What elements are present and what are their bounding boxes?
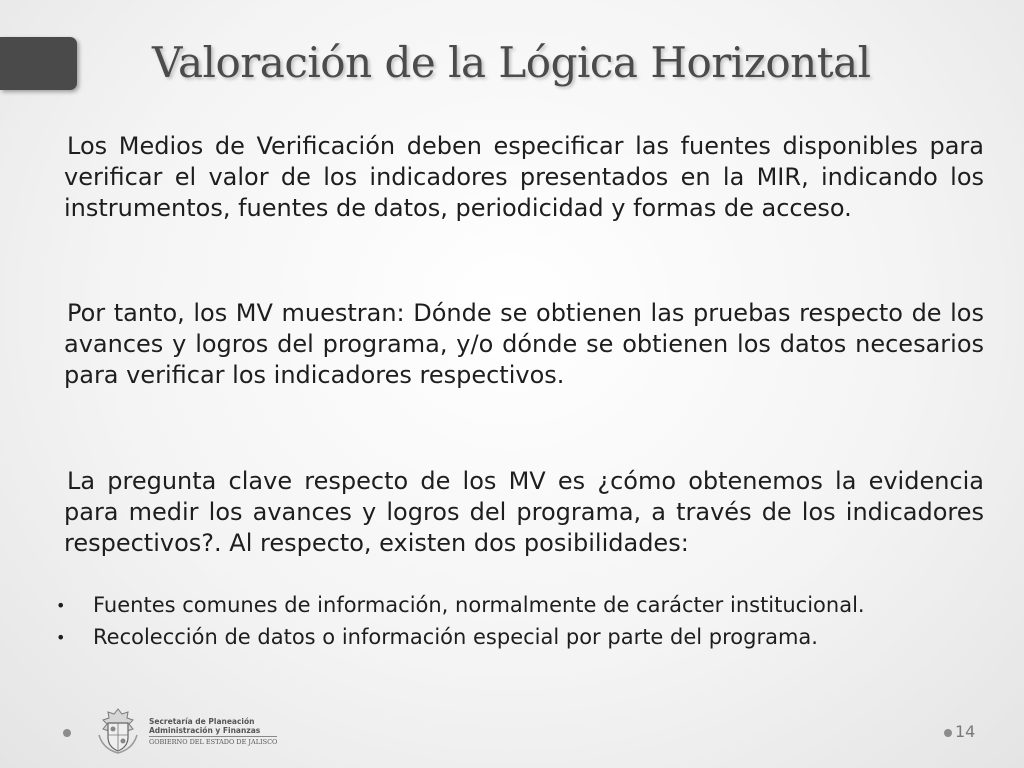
logo-line-secretaria: Secretaría de Planeación bbox=[149, 717, 255, 726]
secretaria-logo bbox=[93, 705, 278, 757]
possibilities-list bbox=[56, 592, 984, 656]
page-number: 14 bbox=[955, 722, 976, 741]
logo-line-administracion: Administración y Finanzas bbox=[149, 726, 261, 735]
list-item bbox=[56, 592, 984, 619]
paragraph-mv-muestran: Por tanto, los MV muestran: Dónde se obtienen las pruebas respecto de los avances y logros del programa, y/o dónde se obtienen los datos necesarios para verificar los indicadores respectivos. bbox=[64, 299, 984, 389]
bullet-icon: • bbox=[56, 628, 66, 647]
title-tab-marker bbox=[0, 37, 77, 90]
logo-text bbox=[149, 717, 277, 747]
footer-dot-left bbox=[63, 729, 71, 737]
logo-line-gobierno: GOBIERNO DEL ESTADO DE JALISCO bbox=[149, 738, 278, 746]
bullet-icon: • bbox=[56, 596, 66, 615]
paragraph-medios-verificacion: Los Medios de Verificación deben especificar las fuentes disponibles para verificar el valor de los indicadores presentados en la MIR, indicando los instrumentos, fuentes de datos, periodicidad y formas de acceso. bbox=[64, 132, 984, 222]
slide-title: Valoración de la Lógica Horizontal bbox=[152, 38, 871, 87]
paragraph-pregunta-clave: La pregunta clave respecto de los MV es ¿cómo obtenemos la evidencia para medir los avances y logros del programa, a través de los indicadores respectivos?. Al respecto, existen dos posibilidades: bbox=[64, 467, 984, 557]
bullet-text: Fuentes comunes de información, normalmente de carácter institucional. bbox=[93, 593, 865, 617]
state-seal-icon bbox=[93, 705, 143, 755]
list-item bbox=[56, 624, 984, 651]
footer-dot-right bbox=[944, 729, 952, 737]
bullet-text: Recolección de datos o información especial por parte del programa. bbox=[93, 625, 818, 649]
